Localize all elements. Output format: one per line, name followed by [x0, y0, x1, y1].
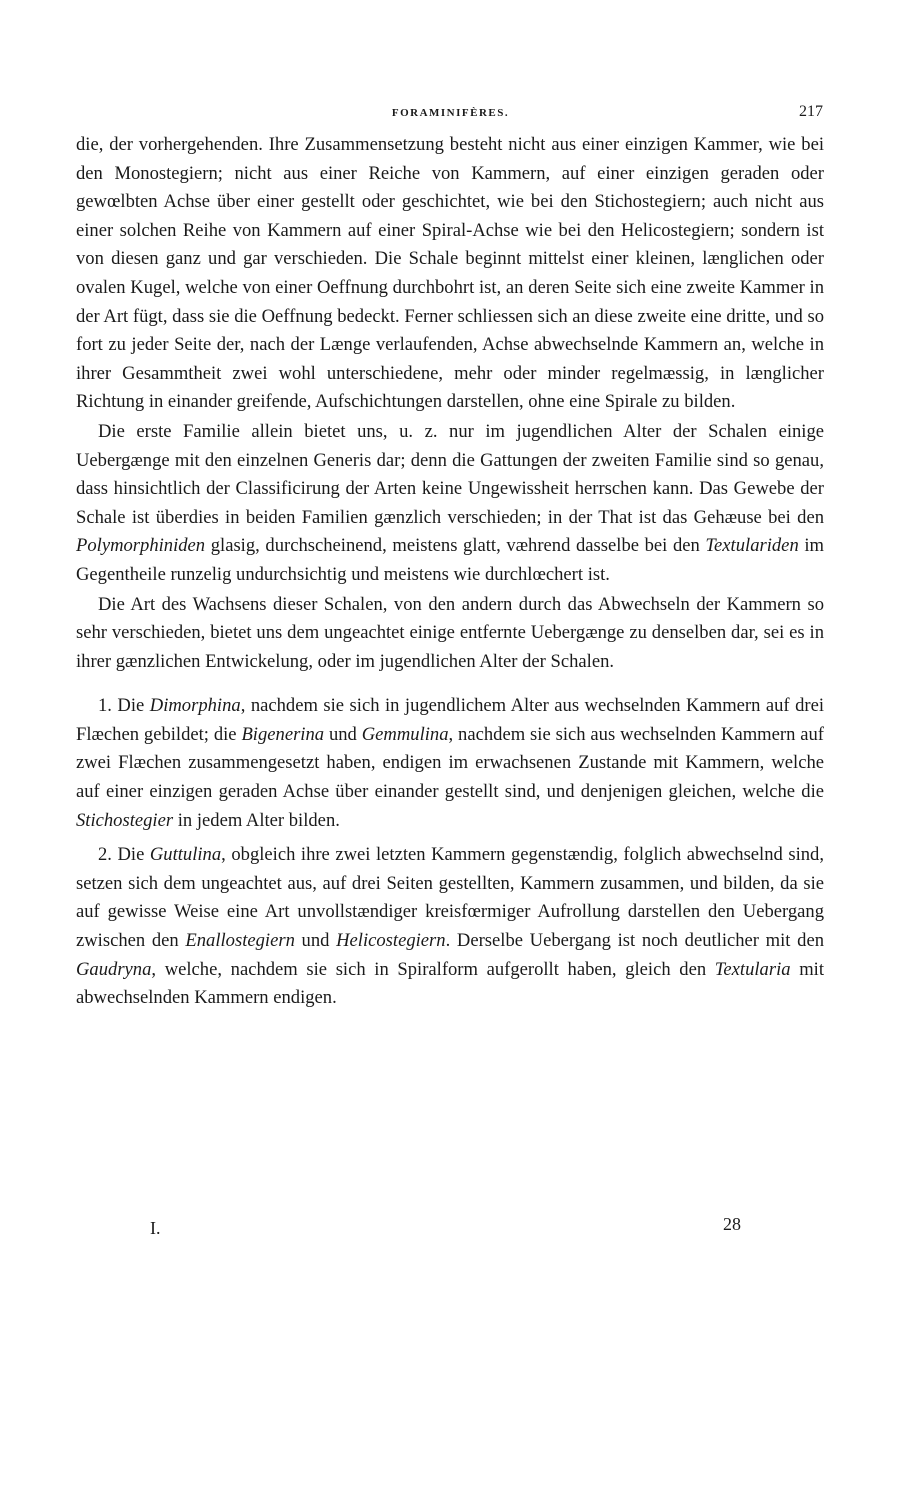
paragraph-5-text-f: mit abwechselnden Kammern endigen.	[76, 958, 824, 1009]
paragraph-5	[76, 841, 824, 1013]
page-header	[78, 103, 823, 123]
running-title: FORAMINIFÈRES.	[391, 107, 510, 119]
taxon-textulariden: Textulariden	[705, 535, 799, 557]
paragraph-1	[76, 131, 824, 417]
signature-mark: I.	[150, 1218, 161, 1238]
taxon-textularia: Textularia	[714, 958, 791, 980]
paragraph-2-text-c: im Gegentheile runzelig undurchsichtig und meistens wie durchlœchert ist.	[76, 535, 824, 585]
paragraph-2-text-b: glasig, durchscheinend, meistens glatt, væhrend dasselbe bei den	[205, 535, 706, 557]
paragraph-4-text-d: , nachdem sie sich aus wechselnden Kammern auf zwei Flæchen zusammengesetzt haben, endigen im erwachsenen Zustande mit Kammern, welche auf einer einzigen geraden Achse über einander gestellt sind, und denjenigen gleichen, welche die	[76, 723, 825, 803]
taxon-polymorphiniden: Polymorphiniden	[76, 535, 206, 557]
paragraph-5-text-c: und	[294, 930, 337, 952]
taxon-guttulina: Guttulina	[149, 844, 222, 866]
paragraph-3-text: Die Art des Wachsens dieser Schalen, von den andern durch das Abwechseln der Kammern so sehr verschieden, bietet uns dem ungeachtet einige entfernte Uebergænge zu denselben dar, sei es in ihrer gænzlichen Entwickelung, oder im jugendlichen Alter der Schalen.	[76, 593, 824, 672]
taxon-enallostegiern: Enallostegiern	[185, 930, 295, 952]
paragraph-1-text: die, der vorhergehenden. Ihre Zusammensetzung besteht nicht aus einer einzigen Kammer, wie bei den Monostegiern; nicht aus einer Reiche von Kammern, auf einer einzigen geraden oder gewœlbten Achse über einer gestellt oder geschichtet, wie bei den Stichostegiern; auch nicht aus einer solchen Reihe von Kammern auf einer Spiral-Achse wie bei den Helicostegiern; sondern ist von diesen ganz und gar verschieden. Die Schale beginnt mittelst einer kleinen, længlichen oder ovalen Kugel, welche von einer Oeffnung durchbohrt ist, an deren Seite sich eine zweite Kammer in der Art fügt, dass sie die Oeffnung bedeckt. Ferner schliessen sich an diese zweite eine dritte, und so fort zu jeder Seite der, nach der Længe verlaufenden, Achse abwechselnde Kammern an, welche in ihrer Gesammtheit zwei wohl unterschiedene, mehr oder minder regelmæssig, in længlicher Richtung in einander greifende, Aufschichtungen darstellen, ohne eine Spirale zu bilden.	[76, 134, 824, 413]
taxon-helicostegiern: Helicostegiern	[336, 930, 446, 952]
paragraph-5-text-a: 2. Die	[98, 844, 150, 866]
taxon-gaudryna: Gaudryna	[76, 958, 152, 980]
paragraph-4-text-e: in jedem Alter bilden.	[173, 809, 340, 831]
paragraph-2	[76, 418, 824, 590]
paragraph-4-text-a: 1. Die	[98, 695, 150, 717]
taxon-gemmulina: Gemmulina	[361, 723, 449, 745]
paragraph-3	[76, 591, 824, 677]
paragraph-2-text-a: Die erste Familie allein bietet uns, u. z. nur im jugendlichen Alter der Schalen einige Uebergænge mit den einzelnen Generis dar; denn die Gattungen der zweiten Familie sind so genau, dass hinsichtlich der Classificirung der Arten keine Ungewissheit herrschen kann. Das Gewebe der Schale ist überdies in beiden Familien gænzlich verschieden; in der That ist das Gehæuse bei den	[76, 420, 824, 528]
taxon-bigenerina: Bigenerina	[241, 723, 325, 745]
page-number: 217	[799, 103, 823, 120]
paragraph-5-text-e: , welche, nachdem sie sich in Spiralform aufgerollt haben, gleich den	[151, 958, 715, 980]
sheet-number: 28	[723, 1214, 741, 1234]
taxon-dimorphina: Dimorphina	[149, 695, 241, 717]
paragraph-4	[76, 692, 824, 835]
page-footer	[150, 1214, 750, 1248]
body-text	[76, 131, 824, 1013]
taxon-stichostegier: Stichostegier	[76, 809, 174, 831]
paragraph-4-text-c: und	[324, 723, 362, 745]
paragraph-5-text-d: . Derselbe Uebergang ist noch deutlicher mit den	[445, 930, 824, 952]
paragraph-4-text-b: , nachdem sie sich in jugendlichem Alter aus wechselnden Kammern auf drei Flæchen gebildet; die	[76, 695, 825, 745]
paragraph-5-text-b: , obgleich ihre zwei letzten Kammern gegenstændig, folglich abwechselnd sind, setzen sich dem ungeachtet aus, auf drei Seiten gestellten, Kammern zusammen, und bilden, da sie auf gewisse Weise eine Art unvollstændiger kreisfœrmiger Aufrollung darstellen den Uebergang zwischen den	[76, 844, 824, 952]
